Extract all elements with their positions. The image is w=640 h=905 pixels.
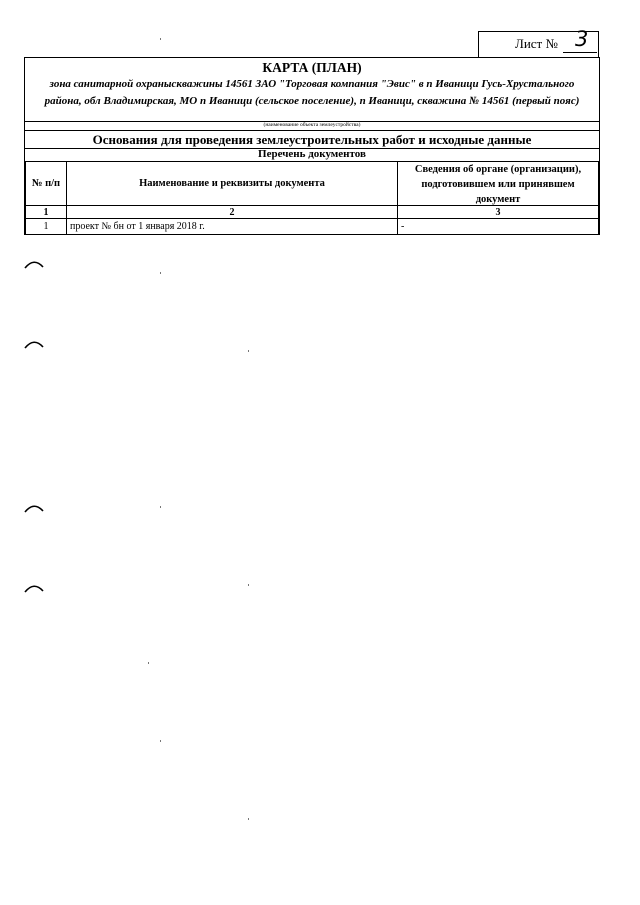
documents-table (25, 161, 599, 235)
sheet-number-underline (563, 52, 597, 53)
sheet-label: Лист № (515, 36, 558, 51)
table-header-row (26, 162, 599, 206)
column-number-3: 3 (398, 206, 599, 219)
column-header-document: Наименование и реквизиты документа (67, 162, 398, 206)
punch-hole-mark (24, 259, 44, 269)
sheet-number: 3 (575, 27, 589, 51)
scan-speck (160, 38, 161, 40)
scan-speck (160, 506, 161, 508)
section-heading: Основания для проведения землеустроительных работ и исходные данные (92, 132, 532, 147)
row-number: 1 (26, 219, 67, 235)
punch-hole-mark (24, 503, 44, 513)
document-title: КАРТА (ПЛАН) (262, 60, 362, 75)
row-document: проект № бн от 1 января 2018 г. (67, 219, 398, 235)
scan-speck (148, 662, 149, 664)
table-row (26, 219, 599, 235)
scan-speck (248, 350, 249, 352)
scan-speck (160, 272, 161, 274)
object-description: зона санитарной охраныскважины 14561 ЗАО "Торговая компания "Эвис" в п Иваници Гусь-Хрустального района, обл Владимирская, МО п Иваници (сельское поселение), п Иваници, скважина № 14561 (первый пояс) (44, 78, 580, 107)
column-header-organ-text: Сведения об органе (организации), подготовившем или принявшем документ (414, 164, 582, 205)
documents-list-heading: Перечень документов (258, 148, 366, 160)
column-header-number: № п/п (26, 162, 67, 206)
punch-hole-mark (24, 583, 44, 593)
sheet-number-box (478, 27, 599, 57)
column-number-2: 2 (67, 206, 398, 219)
row-organ: - (398, 219, 599, 235)
scan-speck (248, 584, 249, 586)
column-header-organ (398, 162, 599, 206)
object-caption: (наименование объекта землеустройства) (263, 122, 361, 128)
punch-hole-mark (24, 339, 44, 349)
column-number-1: 1 (26, 206, 67, 219)
scan-speck (248, 818, 249, 820)
scan-speck (160, 740, 161, 742)
column-number-row (26, 206, 599, 219)
document-frame (24, 57, 600, 235)
